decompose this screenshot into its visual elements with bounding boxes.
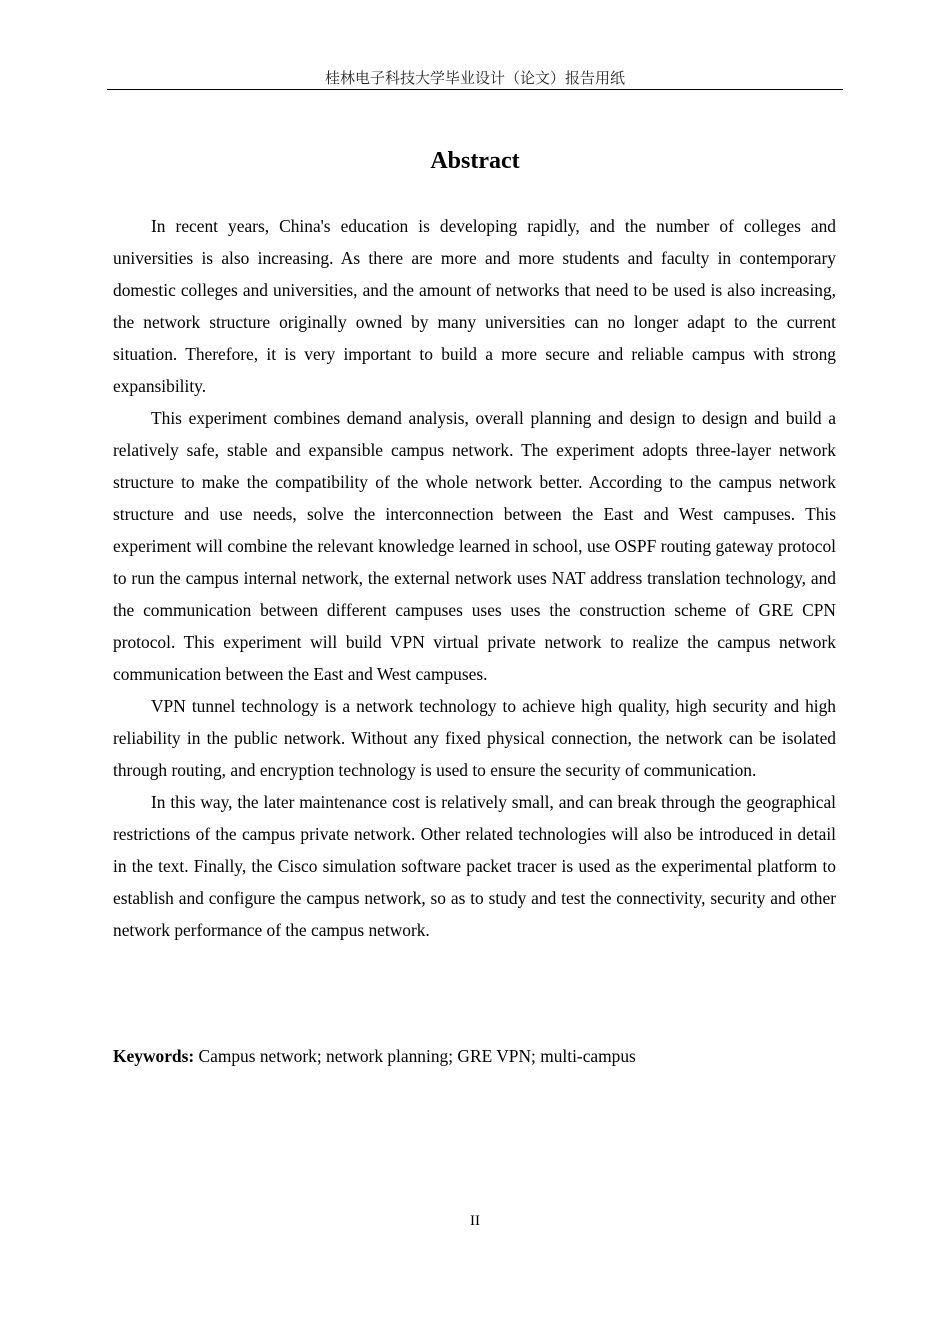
page-number: II: [470, 1213, 480, 1229]
abstract-paragraph: In this way, the later maintenance cost is relatively small, and can break through the geographical restrictions of the campus private network. Other related technologies will also be introduced in detail in the text. Finally, the Cisco simulation software packet tracer is used as the experimental platform to establish and configure the campus network, so as to study and test the connectivity, security and other network performance of the campus network.: [113, 792, 836, 940]
abstract-body: [113, 210, 836, 946]
abstract-title: Abstract: [430, 148, 520, 174]
keywords-label: Keywords:: [113, 1046, 195, 1066]
keywords-value: Campus network; network planning; GRE VPN; multi-campus: [198, 1046, 636, 1066]
abstract-paragraph: VPN tunnel technology is a network technology to achieve high quality, high security and high reliability in the public network. Without any fixed physical connection, the network can be isolated through routing, and encryption technology is used to ensure the security of communication.: [113, 696, 836, 780]
page-header: [107, 68, 843, 90]
abstract-paragraph: This experiment combines demand analysis, overall planning and design to design and build a relatively safe, stable and expansible campus network. The experiment adopts three-layer network structure to make the compatibility of the whole network better. According to the campus network structure and use needs, solve the interconnection between the East and West campuses. This experiment will combine the relevant knowledge learned in school, use OSPF routing gateway protocol to run the campus internal network, the external network uses NAT address translation technology, and the communication between different campuses uses uses the construction scheme of GRE CPN protocol. This experiment will build VPN virtual private network to realize the campus network communication between the East and West campuses.: [113, 408, 836, 684]
abstract-paragraph: In recent years, China's education is developing rapidly, and the number of colleges and universities is also increasing. As there are more and more students and faculty in contemporary domestic colleges and universities, and the amount of networks that need to be used is also increasing, the network structure originally owned by many universities can no longer adapt to the current situation. Therefore, it is very important to build a more secure and reliable campus with strong expansibility.: [113, 216, 836, 396]
keywords-line: [113, 1040, 836, 1072]
header-text: 桂林电子科技大学毕业设计（论文）报告用纸: [324, 69, 625, 87]
